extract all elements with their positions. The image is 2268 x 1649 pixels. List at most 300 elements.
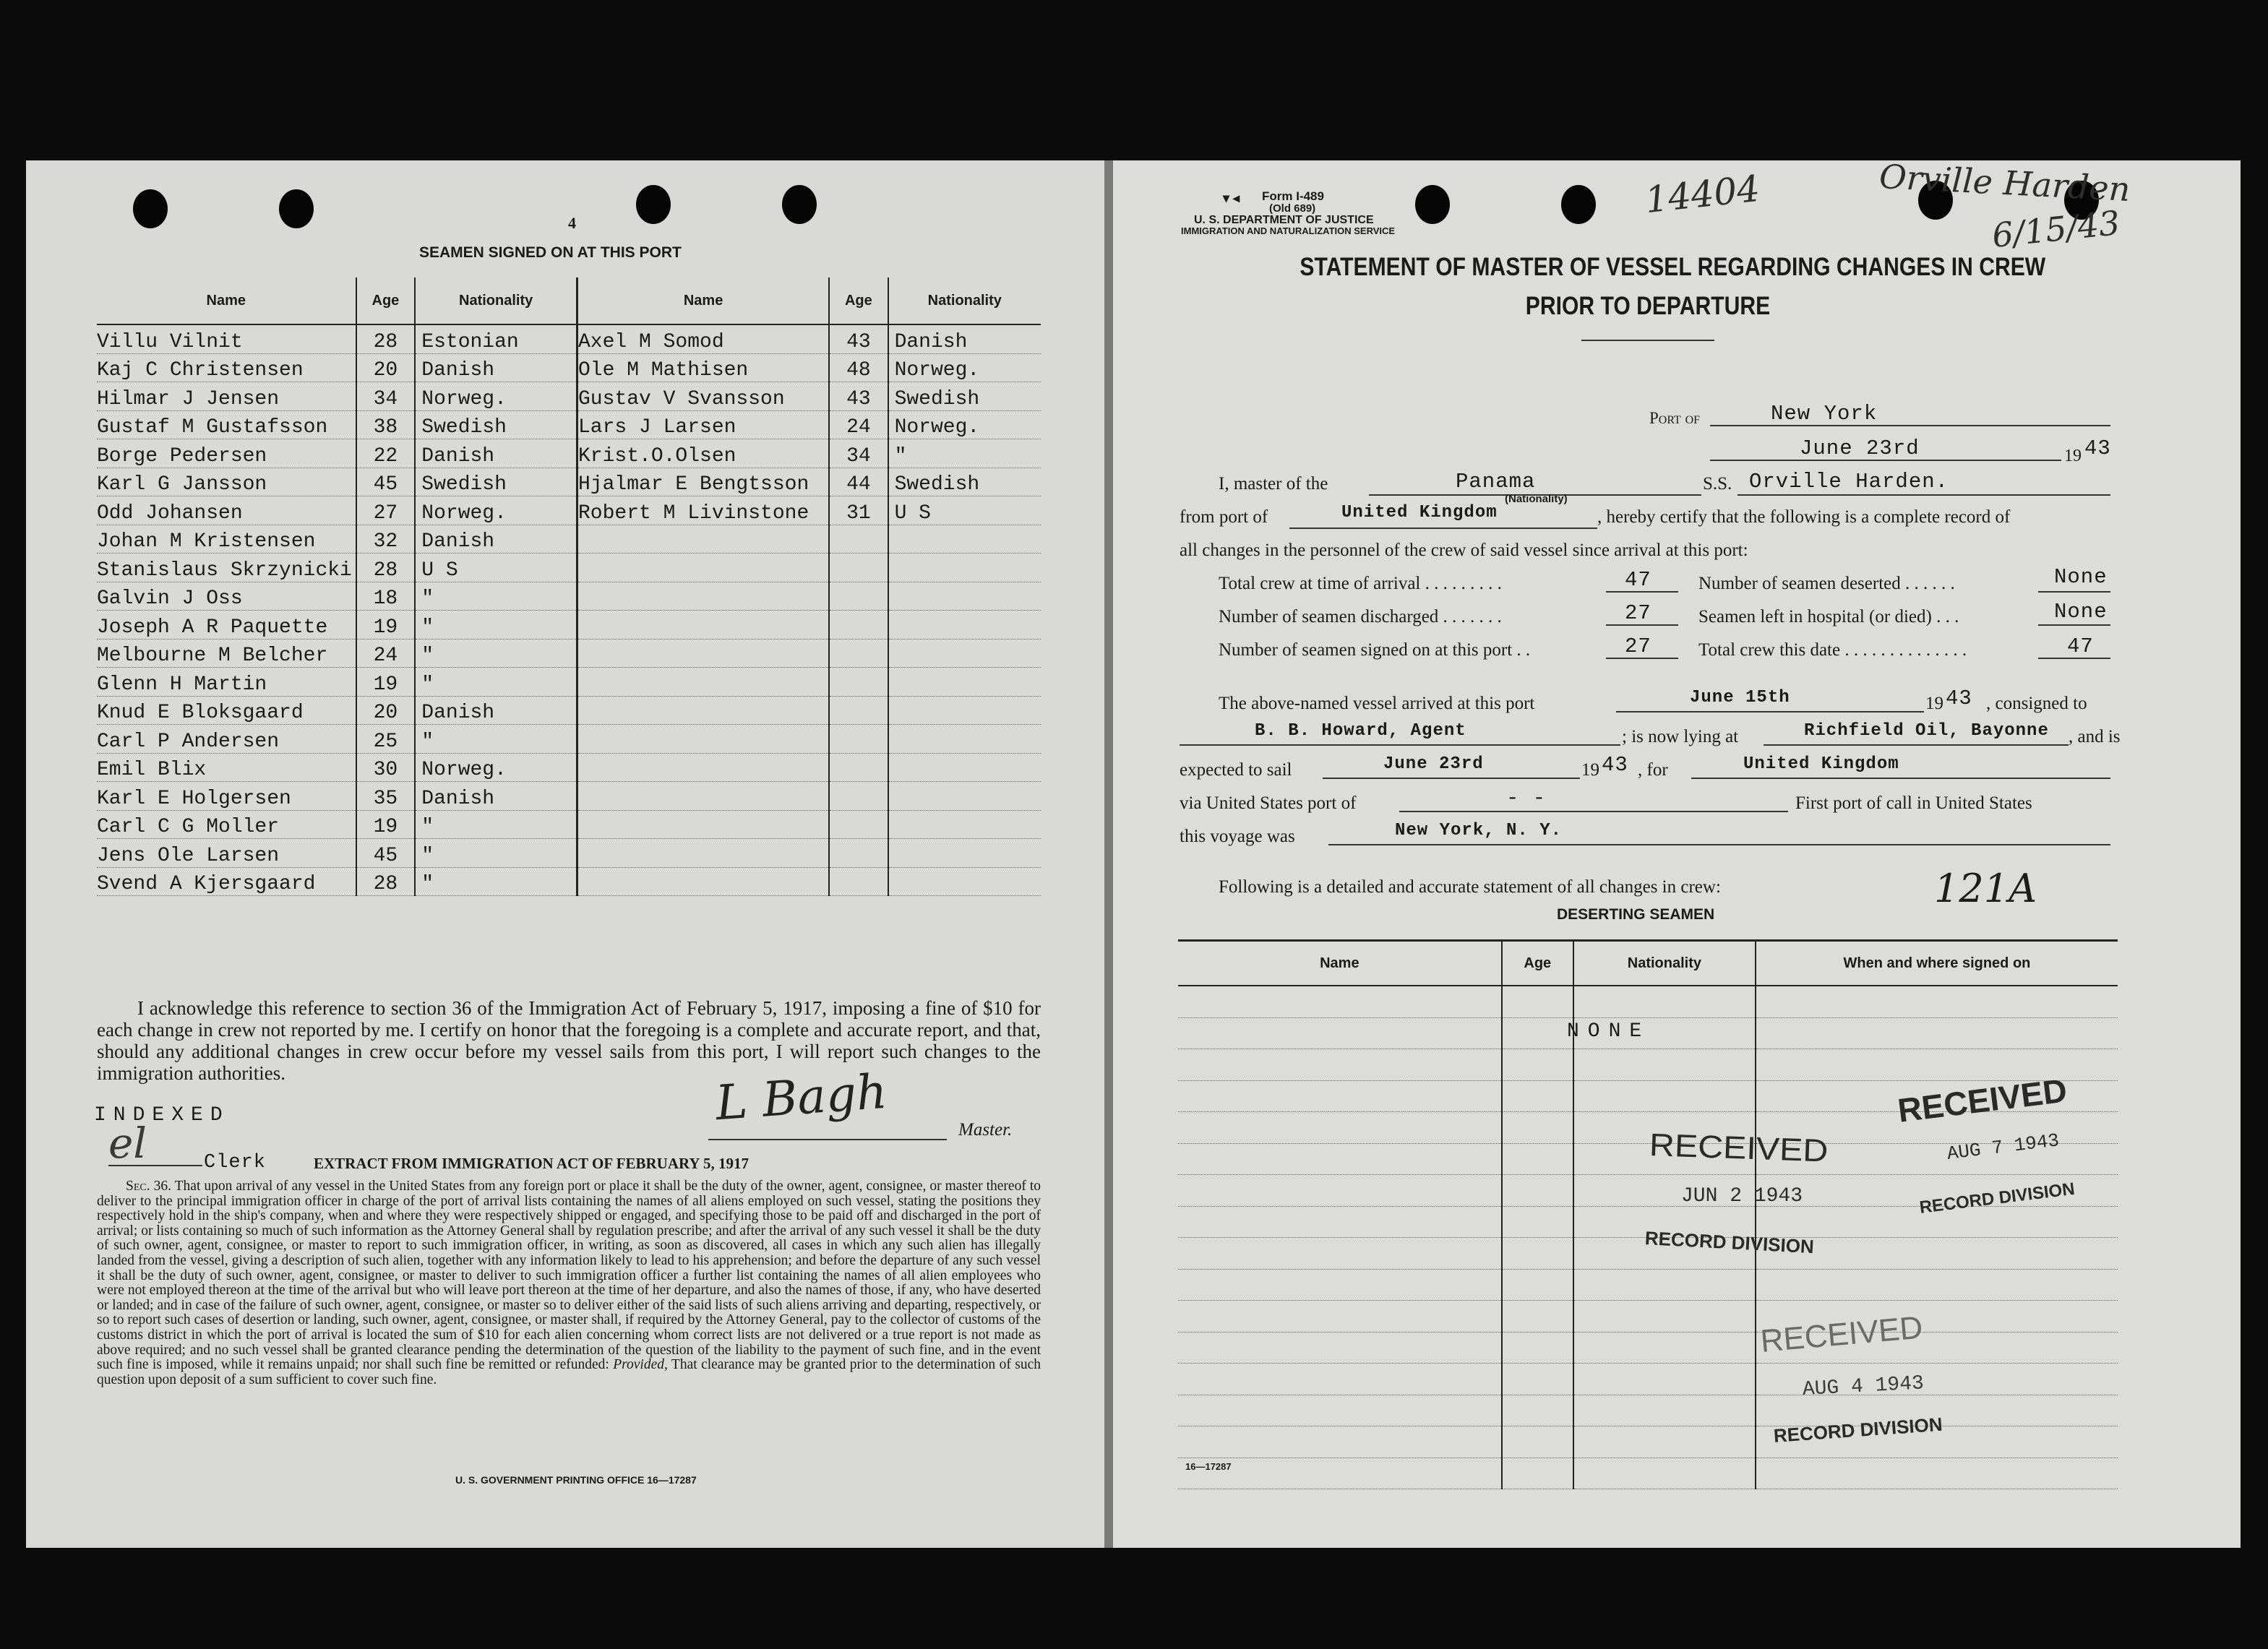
- port-of-line: [1710, 425, 2110, 426]
- crew-nationality-text: [889, 702, 895, 724]
- nationality-label: (Nationality): [1505, 493, 1568, 505]
- crew-name-text: Odd Johansen: [97, 501, 243, 525]
- crew-nationality: [415, 582, 577, 611]
- master-signature: L Bagh: [713, 1063, 889, 1132]
- table-row: [97, 668, 577, 697]
- deserting-title: DESERTING SEAMEN: [1557, 906, 1715, 923]
- crew-age-text: 20: [373, 359, 398, 382]
- table-row: [578, 582, 1041, 611]
- sail-year-prefix: 19: [1581, 760, 1599, 780]
- table-row: [97, 867, 577, 896]
- sail-year: 43: [1602, 753, 1628, 777]
- crew-nationality-text: Danish: [894, 330, 968, 353]
- form-title-1: STATEMENT OF MASTER OF VESSEL REGARDING CHANGES IN CREW: [1300, 253, 2046, 281]
- certify-text-2: all changes in the personnel of the crew of said vessel since arrival at this port:: [1180, 541, 1748, 560]
- crew-nationality-text: ": [421, 816, 434, 838]
- crew-name-text: Borge Pedersen: [97, 444, 267, 468]
- crew-age: [356, 696, 416, 725]
- deserted-label: Number of seamen deserted . . . . . .: [1698, 574, 1955, 593]
- crew-nationality-text: Danish: [421, 444, 495, 468]
- crew-age-text: 32: [373, 530, 398, 553]
- crew-nationality: [888, 410, 1041, 439]
- crew-name: [97, 668, 356, 697]
- footer-code: 16—17287: [1185, 1461, 1232, 1472]
- crew-name: [578, 382, 829, 411]
- desert-cell: [1573, 986, 1756, 1017]
- crew-age-text: 44: [846, 473, 871, 496]
- crew-age: [829, 353, 888, 382]
- via-label: via United States port of: [1180, 793, 1357, 813]
- crew-name: [97, 468, 356, 496]
- crew-age: [829, 382, 888, 411]
- crew-nationality: [888, 753, 1041, 782]
- crew-age: [356, 753, 416, 782]
- crew-name-text: Hjalmar E Bengtsson: [578, 473, 809, 496]
- master-of-label: I, master of the: [1219, 474, 1328, 494]
- crew-name: [578, 582, 829, 611]
- table-row: [578, 554, 1041, 582]
- nationality-value: Panama: [1456, 470, 1536, 494]
- desert-cell: [1178, 1080, 1502, 1112]
- desert-cell: [1573, 1269, 1756, 1301]
- crew-age: [356, 867, 416, 896]
- crew-nationality: [415, 324, 577, 353]
- crew-age: [829, 867, 888, 896]
- crew-age: [829, 468, 888, 496]
- crew-age-text: 38: [373, 416, 398, 439]
- crew-name: [97, 782, 356, 811]
- crew-age: [356, 353, 416, 382]
- consigned-label: , consigned to: [1986, 694, 2087, 713]
- total-date-label: Total crew this date . . . . . . . . . . . . . .: [1698, 640, 1967, 660]
- from-port-value: United Kingdom: [1341, 503, 1498, 522]
- desert-cell: [1573, 1395, 1756, 1426]
- crew-name: [578, 867, 829, 896]
- desert-header-age: Age: [1502, 941, 1573, 986]
- total-crew-label: Total crew at time of arrival . . . . . . . . .: [1219, 574, 1502, 593]
- table-row: [1178, 986, 2118, 1017]
- corner-mark: ▾ ◂: [1223, 191, 1240, 205]
- destination-value: United Kingdom: [1743, 754, 1899, 774]
- crew-name: [97, 839, 356, 868]
- crew-age-text: 28: [373, 873, 398, 895]
- crew-nationality: [415, 611, 577, 640]
- crew-name-text: Ole M Mathisen: [578, 359, 749, 382]
- law-section: Sec. 36.: [126, 1179, 171, 1194]
- crew-age: [829, 639, 888, 668]
- desert-cell: [1573, 1364, 1756, 1395]
- received-stamp-1-date: JUN 2 1943: [1681, 1185, 1803, 1207]
- table-row: [1178, 1395, 2118, 1426]
- crew-nationality: [888, 353, 1041, 382]
- desert-cell: [1178, 1017, 1502, 1049]
- crew-age: [829, 496, 888, 525]
- table-row: [578, 696, 1041, 725]
- crew-nationality: [415, 782, 577, 811]
- crew-age: [829, 753, 888, 782]
- crew-age: [829, 582, 888, 611]
- desert-cell: [1178, 1143, 1502, 1175]
- crew-nationality: [415, 725, 577, 754]
- crew-nationality-text: Swedish: [421, 416, 507, 439]
- crew-nationality-text: [889, 816, 895, 838]
- crew-nationality-text: ": [421, 645, 434, 667]
- desert-cell: [1178, 1238, 1502, 1270]
- crew-name-text: Galvin J Oss: [97, 587, 243, 610]
- desert-cell: [1756, 1017, 2118, 1049]
- crew-age: [829, 839, 888, 868]
- desert-cell: [1502, 1269, 1573, 1301]
- signed-on-label: Number of seamen signed on at this port . .: [1219, 640, 1531, 660]
- total-date-value: 47: [2067, 634, 2094, 658]
- crew-name-text: Joseph A R Paquette: [97, 616, 328, 639]
- desert-cell: [1502, 1080, 1573, 1112]
- crew-nationality-text: [889, 616, 895, 639]
- signed-on-value: 27: [1625, 634, 1651, 658]
- crew-name: [97, 582, 356, 611]
- clerk-label: Clerk: [204, 1152, 267, 1174]
- crew-nationality: [415, 496, 577, 525]
- table-row: [578, 639, 1041, 668]
- crew-name-text: Emil Blix: [97, 759, 207, 781]
- ship-name-line: [1737, 494, 2110, 496]
- total-crew-line: [1606, 591, 1678, 593]
- crew-age-text: 24: [846, 416, 871, 439]
- crew-nationality: [415, 410, 577, 439]
- master-line: [708, 1139, 947, 1140]
- desert-header-name: Name: [1178, 941, 1502, 986]
- certify-text: , hereby certify that the following is a complete record of: [1597, 507, 2011, 527]
- crew-age: [356, 410, 416, 439]
- table-row: [578, 468, 1041, 496]
- crew-name-text: Hilmar J Jensen: [97, 387, 280, 410]
- crew-nationality-text: U S: [894, 501, 931, 525]
- table-row: [97, 410, 577, 439]
- crew-nationality-text: ": [421, 616, 434, 639]
- crew-name: [578, 468, 829, 496]
- crew-name-text: Glenn H Martin: [97, 673, 267, 696]
- table-row: [578, 839, 1041, 868]
- title-rule: [1581, 340, 1714, 341]
- table-row: [1178, 1426, 2118, 1458]
- arrived-year: 43: [1946, 686, 1972, 710]
- table-row: [578, 382, 1041, 411]
- desert-cell: [1178, 1301, 1502, 1332]
- desert-cell: [1573, 1301, 1756, 1332]
- punch-hole: [1415, 185, 1450, 224]
- crew-name: [578, 496, 829, 525]
- total-date-line: [2038, 658, 2110, 659]
- crew-name-text: Krist.O.Olsen: [578, 444, 736, 468]
- deserted-value: None: [2054, 565, 2108, 589]
- table-row: [1178, 1332, 2118, 1364]
- crew-age: [356, 468, 416, 496]
- desert-cell: [1502, 1301, 1573, 1332]
- crew-name: [578, 782, 829, 811]
- table-row: [97, 725, 577, 754]
- crew-age-text: 43: [846, 330, 871, 353]
- table-row: [1178, 1364, 2118, 1395]
- crew-nationality-text: Norweg.: [421, 387, 507, 410]
- voyage-line: [1328, 844, 2110, 845]
- discharged-line: [1606, 624, 1678, 626]
- punch-hole: [782, 185, 817, 224]
- desert-cell: [1502, 1332, 1573, 1364]
- printing-office: U. S. GOVERNMENT PRINTING OFFICE 16—17287: [455, 1474, 697, 1486]
- crew-age-text: 30: [373, 759, 398, 781]
- sail-label: expected to sail: [1180, 760, 1292, 780]
- desert-cell: [1502, 1458, 1573, 1489]
- table-row: [97, 554, 577, 582]
- crew-age: [356, 782, 416, 811]
- col-header-age: Age: [356, 277, 416, 324]
- table-row: [578, 525, 1041, 554]
- table-row: [97, 496, 577, 525]
- desert-cell: [1502, 1364, 1573, 1395]
- table-row: [97, 611, 577, 640]
- desert-header-nationality: Nationality: [1573, 941, 1756, 986]
- desert-cell: [1178, 1269, 1502, 1301]
- crew-name: [97, 525, 356, 554]
- hospital-label: Seamen left in hospital (or died) . . .: [1698, 607, 1959, 627]
- crew-nationality: [415, 639, 577, 668]
- table-row: [578, 439, 1041, 468]
- indexed-stamp: INDEXED: [94, 1104, 230, 1127]
- crew-nationality-text: [889, 530, 895, 553]
- table-row: [97, 782, 577, 811]
- sail-date-line: [1323, 778, 1580, 779]
- crew-nationality-text: [889, 587, 895, 610]
- crew-name: [97, 353, 356, 382]
- none-entry: NONE: [1567, 1020, 1651, 1043]
- desert-cell: [1178, 1206, 1502, 1238]
- crew-nationality: [415, 839, 577, 868]
- crew-age-text: 22: [373, 444, 398, 468]
- handwritten-vessel: Orville Harden: [1878, 156, 2131, 210]
- table-row: [97, 696, 577, 725]
- punch-hole: [279, 189, 314, 228]
- crew-nationality-text: Danish: [421, 359, 495, 382]
- crew-age-text: 45: [373, 844, 398, 867]
- crew-nationality: [888, 324, 1041, 353]
- crew-nationality-text: ": [421, 844, 434, 867]
- table-row: [578, 782, 1041, 811]
- crew-age: [829, 410, 888, 439]
- page-spine: [1104, 160, 1113, 1548]
- punch-hole: [133, 189, 168, 228]
- form-date: June 23rd: [1800, 436, 1920, 460]
- received-stamp-3: RECEIVED: [1758, 1309, 1925, 1359]
- crew-age: [829, 725, 888, 754]
- deserted-line: [2038, 591, 2110, 593]
- dept-name: U. S. DEPARTMENT OF JUSTICE: [1194, 214, 1374, 226]
- table-row: [97, 439, 577, 468]
- crew-name-text: Kaj C Christensen: [97, 359, 304, 382]
- crew-nationality-text: ": [421, 673, 434, 696]
- crew-nationality-text: [889, 759, 895, 781]
- received-stamp-2-date: AUG 7 1943: [1946, 1129, 2061, 1165]
- consignee-line: [1180, 744, 1620, 746]
- crew-nationality-text: [889, 873, 895, 895]
- handwritten-number: 14404: [1643, 167, 1762, 222]
- acknowledgement-text: I acknowledge this reference to section 36 of the Immigration Act of February 5, 1917, imposing a fine of $10 for each change in crew not reported by me. I certify on honor that the foregoing is a complete and accurate report, and that, should any additional changes in crew occur before my vessel sails from this port, I will report such changes to the immigration authorities.: [97, 997, 1041, 1084]
- table-row: [97, 810, 577, 839]
- arrived-label: The above-named vessel arrived at this port: [1219, 694, 1535, 713]
- crew-age: [356, 668, 416, 697]
- crew-age-text: 20: [373, 702, 398, 724]
- table-row: [97, 839, 577, 868]
- crew-name: [97, 439, 356, 468]
- crew-age: [356, 496, 416, 525]
- crew-name-text: Karl E Holgersen: [97, 787, 291, 810]
- crew-name-text: Carl C G Moller: [97, 816, 280, 838]
- crew-age: [356, 582, 416, 611]
- crew-age-text: 28: [373, 559, 398, 582]
- crew-name: [578, 725, 829, 754]
- crew-name: [97, 611, 356, 640]
- received-stamp-2-division: RECORD DIVISION: [1918, 1179, 2076, 1218]
- crew-nationality-text: Swedish: [894, 387, 980, 410]
- table-row: [97, 468, 577, 496]
- ship-name: Orville Harden.: [1749, 470, 1949, 494]
- clerk-initials: el: [108, 1119, 147, 1168]
- crew-nationality: [888, 496, 1041, 525]
- crew-nationality-text: Danish: [421, 530, 495, 553]
- extract-title: EXTRACT FROM IMMIGRATION ACT OF FEBRUARY 5, 1917: [314, 1155, 749, 1172]
- crew-name: [97, 554, 356, 582]
- and-is-label: , and is: [2069, 727, 2121, 746]
- crew-nationality: [888, 468, 1041, 496]
- crew-age-text: 28: [373, 330, 398, 353]
- total-crew-value: 47: [1625, 568, 1651, 592]
- form-old: (Old 689): [1269, 202, 1316, 215]
- crew-nationality-text: Norweg.: [894, 359, 980, 382]
- crew-age: [356, 525, 416, 554]
- service-name: IMMIGRATION AND NATURALIZATION SERVICE: [1181, 225, 1396, 236]
- desert-cell: [1573, 1049, 1756, 1081]
- crew-nationality: [415, 668, 577, 697]
- table-row: [97, 753, 577, 782]
- table-row: [1178, 1458, 2118, 1489]
- table-row: [97, 639, 577, 668]
- desert-cell: [1178, 986, 1502, 1017]
- col-header-nationality: Nationality: [415, 277, 577, 324]
- crew-name-text: Lars J Larsen: [578, 416, 736, 439]
- crew-nationality: [415, 810, 577, 839]
- crew-age-text: 35: [373, 787, 398, 810]
- col-header-name: Name: [578, 277, 829, 324]
- crew-name: [97, 382, 356, 411]
- crew-nationality-text: [889, 645, 895, 667]
- desert-cell: [1178, 1426, 1502, 1458]
- crew-name: [578, 839, 829, 868]
- crew-age: [829, 525, 888, 554]
- crew-age-text: 43: [846, 387, 871, 410]
- crew-age: [356, 839, 416, 868]
- crew-name: [578, 439, 829, 468]
- crew-nationality-text: Danish: [421, 787, 495, 810]
- table-row: [97, 382, 577, 411]
- punch-hole: [636, 185, 671, 224]
- crew-name-text: Johan M Kristensen: [97, 530, 316, 553]
- crew-name-text: Axel M Somod: [578, 330, 724, 353]
- signed-on-line: [1606, 658, 1678, 659]
- desert-cell: [1178, 1049, 1502, 1081]
- via-port-value: - -: [1506, 786, 1547, 810]
- crew-name: [578, 525, 829, 554]
- crew-name: [578, 668, 829, 697]
- table-row: [97, 525, 577, 554]
- crew-name-text: Melbourne M Belcher: [97, 645, 328, 667]
- table-row: [578, 753, 1041, 782]
- crew-name-text: Karl G Jansson: [97, 473, 267, 496]
- received-stamp-3-date: AUG 4 1943: [1802, 1372, 1925, 1401]
- crew-name: [578, 753, 829, 782]
- crew-nationality-text: [889, 673, 895, 696]
- table-row: [578, 353, 1041, 382]
- discharged-value: 27: [1625, 601, 1651, 625]
- crew-age: [829, 810, 888, 839]
- crew-name: [578, 554, 829, 582]
- lying-label: ; is now lying at: [1622, 727, 1739, 746]
- crew-name-text: Villu Vilnit: [97, 330, 243, 353]
- law-provided: Provided,: [613, 1357, 668, 1373]
- crew-age: [829, 439, 888, 468]
- crew-name-text: Jens Ole Larsen: [97, 844, 280, 867]
- crew-name: [578, 324, 829, 353]
- handwritten-date: 6/15/43: [1990, 202, 2122, 256]
- law-body-2: That clearance may be granted prior to the determination of such question upon deposit of a sum sufficient to cover such fine.: [97, 1357, 1041, 1387]
- crew-nationality: [888, 810, 1041, 839]
- crew-nationality-text: Norweg.: [894, 416, 980, 439]
- year-prefix: 19: [2064, 447, 2082, 465]
- crew-age: [356, 611, 416, 640]
- crew-name: [578, 611, 829, 640]
- form-number: Form I-489: [1262, 189, 1324, 203]
- table-row: [1178, 1301, 2118, 1332]
- desert-cell: [1502, 1238, 1573, 1270]
- clerk-line: [108, 1165, 202, 1166]
- crew-nationality-text: ": [421, 730, 434, 753]
- crew-nationality: [888, 725, 1041, 754]
- crew-age-text: 34: [846, 444, 871, 468]
- table-row: [578, 324, 1041, 353]
- left-title: SEAMEN SIGNED ON AT THIS PORT: [419, 244, 682, 261]
- crew-nationality: [888, 611, 1041, 640]
- crew-nationality: [415, 554, 577, 582]
- sail-date: June 23rd: [1383, 754, 1484, 774]
- table-row: [578, 668, 1041, 697]
- crew-nationality-text: ": [894, 444, 907, 468]
- crew-name-text: Svend A Kjersgaard: [97, 873, 316, 895]
- desert-cell: [1178, 1112, 1502, 1144]
- desert-cell: [1573, 1080, 1756, 1112]
- crew-age-text: 24: [373, 645, 398, 667]
- master-label: Master.: [958, 1120, 1013, 1140]
- table-row: [578, 410, 1041, 439]
- desert-cell: [1502, 1175, 1573, 1207]
- crew-nationality-text: Swedish: [894, 473, 980, 496]
- law-body: That upon arrival of any vessel in the United States from any foreign port or place it shall be the duty of the owner, agent, consignee, or master thereof to deliver to the principal immigration officer in charge of the port of arrival lists containing the names of all aliens employed on such vessel, stating the positions they respectively hold in the ship's company, when and where they were respectively shipped or engaged, and specifying those to be paid off and discharged in the port of arrival; or lists containing so much of such information as the Attorney General shall by regulation prescribe; and after the arrival of any such vessel it shall be the duty of such owner, agent, consignee, or master to report to such immigration officer, in writing, as soon as discovered, all cases in which any such alien has illegally landed from the vessel, giving a description of such alien, together with any information likely to lead to his apprehension; and before the departure of any such vessel it shall be the duty of such owner, agent, consignee, or master to deliver to such immigration officer a further list containing the names of all alien employees who were not employed thereon at the time of the arrival but who will leave port thereon at the time of her departure, and also the names of those, if any, who have deserted or landed; and in case of the failure of such owner, agent, consignee, or master so to deliver either of the said lists of such aliens arriving and departing, respectively, or so to report such cases of desertion or landing, such owner, agent, consignee, or master shall, if required by the Attorney General, pay to the collector of customs of the customs district in which the port of arrival is located the sum of $10 for each alien concerning whom correct lists are not delivered or a true report is not made as above required; and no such vessel shall be granted clearance pending the determination of the question of the liability to the payment of such fine, and in the event such fine is imposed, while it remains unpaid; nor shall such fine be remitted or refunded:: [97, 1179, 1041, 1373]
- crew-age-text: 19: [373, 673, 398, 696]
- following-label: Following is a detailed and accurate statement of all changes in crew:: [1219, 877, 1721, 897]
- crew-nationality: [888, 782, 1041, 811]
- crew-nationality: [415, 439, 577, 468]
- crew-table-left: [97, 277, 578, 896]
- crew-nationality: [415, 468, 577, 496]
- lying-at-line: [1764, 744, 2069, 746]
- table-row: [97, 582, 577, 611]
